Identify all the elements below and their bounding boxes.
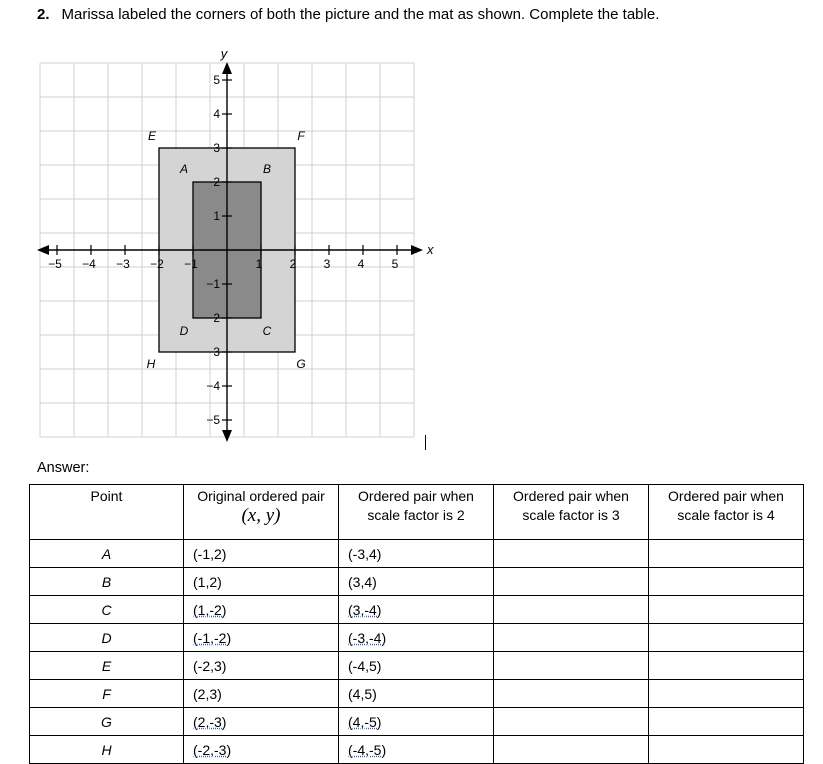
- x-tick-label: 5: [391, 257, 399, 271]
- header-scale-4-line2: scale factor is 4: [677, 507, 775, 523]
- cell-original-text: (-2,-3): [193, 741, 232, 758]
- answer-table: [29, 484, 804, 764]
- cell-scale-2-text: (-3,-4): [348, 629, 387, 646]
- cell-point: C: [30, 596, 184, 624]
- cell-original[interactable]: (-2,3): [184, 652, 339, 680]
- y-tick-label: −2: [206, 311, 220, 325]
- y-tick-label: −3: [206, 345, 220, 359]
- cell-point: G: [30, 708, 184, 736]
- vertex-label-f: F: [297, 129, 305, 143]
- cell-scale-2[interactable]: (-3,4): [339, 540, 494, 568]
- cell-point: H: [30, 736, 184, 764]
- cell-point: D: [30, 624, 184, 652]
- y-axis-arrow-down-icon: [222, 430, 232, 442]
- y-tick-label: 5: [213, 73, 220, 87]
- table-row: [30, 596, 804, 624]
- y-tick-label: −5: [206, 413, 220, 427]
- cell-scale-3[interactable]: [494, 624, 649, 652]
- cell-point: B: [30, 568, 184, 596]
- cell-original[interactable]: [184, 708, 339, 736]
- table-row: [30, 652, 804, 680]
- table-row: [30, 736, 804, 764]
- y-axis-arrow-up-icon: [222, 62, 232, 74]
- header-original-label: Original ordered pair: [197, 488, 325, 504]
- x-axis-arrow-right-icon: [411, 245, 423, 255]
- y-tick-label: 4: [213, 107, 220, 121]
- cell-scale-4[interactable]: [649, 680, 804, 708]
- x-tick-label: 1: [255, 257, 263, 271]
- cell-scale-4[interactable]: [649, 540, 804, 568]
- y-tick-label: 3: [213, 141, 220, 155]
- vertex-label-g: G: [296, 357, 306, 371]
- cell-scale-3[interactable]: [494, 596, 649, 624]
- x-axis-label: x: [427, 242, 434, 257]
- x-tick-label: −2: [150, 257, 164, 271]
- vertex-label-b: B: [262, 162, 272, 176]
- header-scale-3: [494, 485, 649, 540]
- table-header-row: [30, 485, 804, 540]
- header-scale-2: [339, 485, 494, 540]
- cell-scale-2-text: (-4,-5): [348, 741, 387, 758]
- question-number: 2.: [37, 6, 50, 23]
- cell-original[interactable]: (-1,2): [184, 540, 339, 568]
- header-scale-4: [649, 485, 804, 540]
- x-tick-label: −3: [116, 257, 130, 271]
- cell-scale-3[interactable]: [494, 652, 649, 680]
- table-row: [30, 624, 804, 652]
- cell-scale-4[interactable]: [649, 652, 804, 680]
- answer-label: Answer:: [37, 460, 90, 476]
- cell-scale-2-text: (4,-5): [348, 713, 382, 730]
- header-scale-2-line2: scale factor is 2: [367, 507, 465, 523]
- header-scale-4-line1: Ordered pair when: [668, 488, 784, 504]
- y-axis-label: y: [220, 46, 228, 61]
- cell-scale-4[interactable]: [649, 708, 804, 736]
- cell-point: A: [30, 540, 184, 568]
- text-cursor: [425, 435, 426, 450]
- question-prompt: Marissa labeled the corners of both the picture and the mat as shown. Complete the table.: [61, 6, 660, 23]
- header-original: [184, 485, 339, 540]
- cell-original[interactable]: (2,3): [184, 680, 339, 708]
- x-tick-label: 2: [289, 257, 297, 271]
- table-row: [30, 708, 804, 736]
- x-tick-label: −1: [184, 257, 198, 271]
- cell-scale-2[interactable]: [339, 736, 494, 764]
- cell-scale-4[interactable]: [649, 596, 804, 624]
- cell-scale-3[interactable]: [494, 736, 649, 764]
- cell-original-text: (2,-3): [193, 713, 227, 730]
- cell-point: F: [30, 680, 184, 708]
- table-row: [30, 680, 804, 708]
- cell-scale-2[interactable]: [339, 596, 494, 624]
- cell-original-text: (-1,-2): [193, 629, 232, 646]
- header-scale-3-line1: Ordered pair when: [513, 488, 629, 504]
- cell-scale-4[interactable]: [649, 624, 804, 652]
- cell-scale-4[interactable]: [649, 736, 804, 764]
- y-tick-label: −4: [206, 379, 220, 393]
- cell-scale-2[interactable]: [339, 708, 494, 736]
- cell-scale-4[interactable]: [649, 568, 804, 596]
- cell-scale-2[interactable]: (3,4): [339, 568, 494, 596]
- x-axis-arrow-left-icon: [37, 245, 49, 255]
- y-tick-label: 2: [213, 175, 220, 189]
- cell-scale-3[interactable]: [494, 708, 649, 736]
- cell-scale-2[interactable]: (4,5): [339, 680, 494, 708]
- cell-scale-2[interactable]: (-4,5): [339, 652, 494, 680]
- cell-scale-2-text: (3,-4): [348, 601, 382, 618]
- cell-point: E: [30, 652, 184, 680]
- cell-scale-2[interactable]: [339, 624, 494, 652]
- cell-original[interactable]: [184, 736, 339, 764]
- cell-scale-3[interactable]: [494, 568, 649, 596]
- header-scale-3-line2: scale factor is 3: [522, 507, 620, 523]
- cell-scale-3[interactable]: [494, 540, 649, 568]
- cell-original[interactable]: (1,2): [184, 568, 339, 596]
- vertex-label-c: C: [262, 324, 272, 338]
- table-row: [30, 568, 804, 596]
- header-original-notation: (x, y): [241, 505, 281, 526]
- vertex-label-d: D: [179, 324, 189, 338]
- y-tick-label: −1: [206, 277, 220, 291]
- x-tick-label: −4: [82, 257, 96, 271]
- header-scale-2-line1: Ordered pair when: [358, 488, 474, 504]
- x-tick-label: 4: [357, 257, 365, 271]
- header-point: Point: [30, 485, 184, 540]
- x-tick-label: 3: [323, 257, 331, 271]
- vertex-label-e: E: [147, 129, 157, 143]
- y-tick-label: 1: [213, 209, 220, 223]
- x-tick-label: −5: [48, 257, 62, 271]
- vertex-label-h: H: [146, 357, 156, 371]
- cell-original[interactable]: [184, 596, 339, 624]
- cell-scale-3[interactable]: [494, 680, 649, 708]
- table-row: [30, 540, 804, 568]
- vertex-label-a: A: [179, 162, 189, 176]
- cell-original-text: (1,-2): [193, 601, 227, 618]
- cell-original[interactable]: [184, 624, 339, 652]
